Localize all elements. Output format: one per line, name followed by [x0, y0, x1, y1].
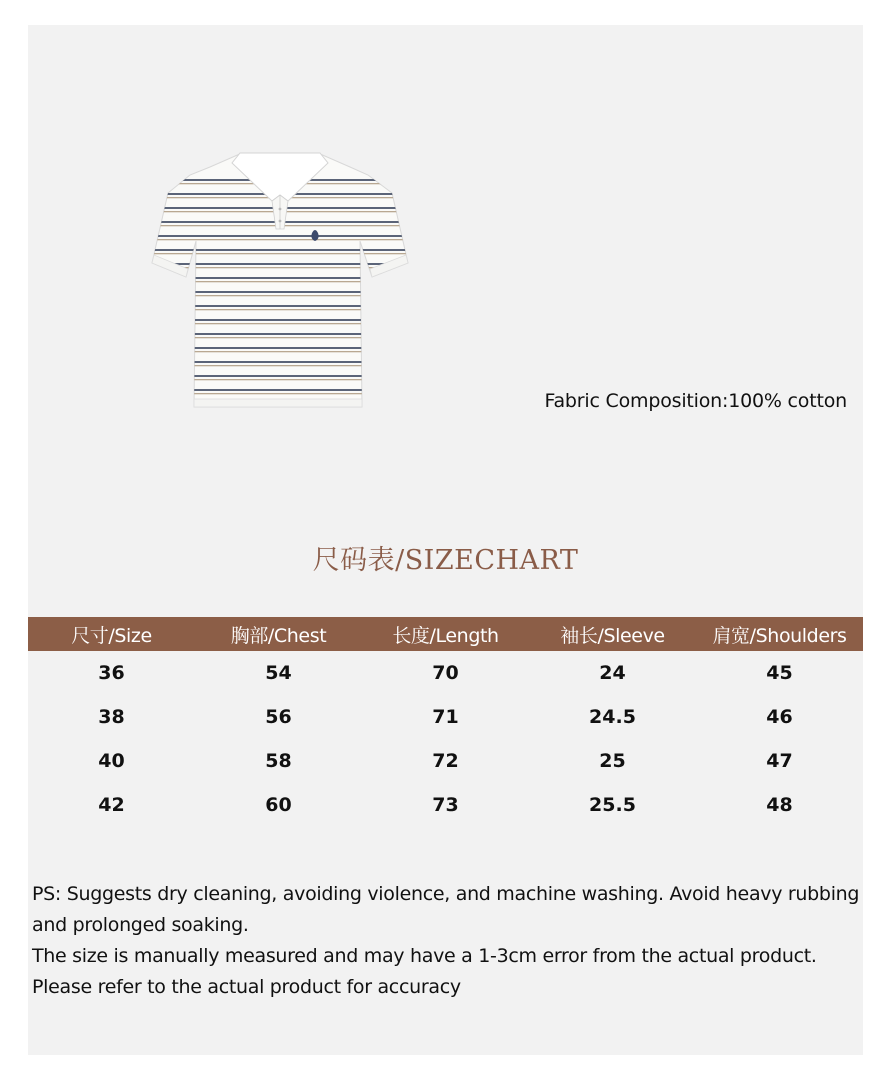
header-shoulders: 肩宽/Shoulders: [712, 624, 847, 647]
table-row: [28, 695, 863, 739]
cell-shoulders: 47: [766, 750, 793, 772]
cell-size: 36: [98, 662, 125, 684]
measurement-note-line: The size is manually measured and may have a 1-3cm error from the actual product.: [32, 945, 817, 967]
size-chart-table: [28, 617, 863, 827]
cell-length: 70: [432, 662, 459, 684]
cell-size: 42: [98, 794, 125, 816]
cell-shoulders: 45: [766, 662, 793, 684]
cell-length: 73: [432, 794, 459, 816]
cell-length: 71: [432, 706, 459, 728]
header-sleeve: 袖长/Sleeve: [560, 624, 665, 647]
accuracy-note-line: Please refer to the actual product for accuracy: [32, 976, 461, 998]
cell-size: 38: [98, 706, 125, 728]
cell-length: 72: [432, 750, 459, 772]
cell-chest: 58: [265, 750, 292, 772]
cell-sleeve: 24.5: [589, 706, 636, 728]
fabric-composition: Fabric Composition:100% cotton: [544, 390, 847, 412]
care-note-line: PS: Suggests dry cleaning, avoiding violence, and machine washing. Avoid heavy rubbing and prolonged soaking.: [32, 883, 860, 936]
cell-sleeve: 25: [599, 750, 626, 772]
table-row: [28, 739, 863, 783]
table-row: [28, 783, 863, 827]
cell-chest: 60: [265, 794, 292, 816]
cell-chest: 56: [265, 706, 292, 728]
header-chest: 胸部/Chest: [230, 624, 327, 647]
cell-size: 40: [98, 750, 125, 772]
cell-sleeve: 24: [599, 662, 626, 684]
cell-sleeve: 25.5: [589, 794, 636, 816]
care-notes: [32, 879, 862, 1003]
header-length: 长度/Length: [392, 624, 499, 647]
header-size: 尺寸/Size: [71, 624, 152, 647]
table-row: [28, 651, 863, 695]
size-chart-title: 尺码表/SIZECHART: [312, 545, 579, 576]
cell-shoulders: 46: [766, 706, 793, 728]
table-header-row: [28, 617, 863, 651]
striped-polo-shirt-image: [150, 145, 412, 417]
cell-shoulders: 48: [766, 794, 793, 816]
cell-chest: 54: [265, 662, 292, 684]
